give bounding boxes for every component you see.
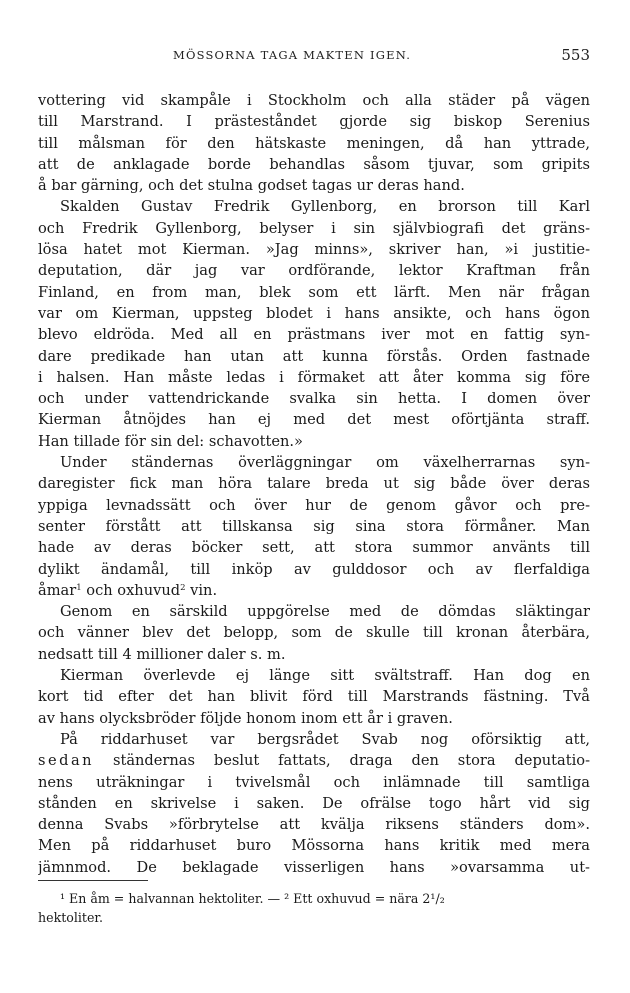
text-line: stånden en skrivelse i saken. De ofrälse togo hårt vid sig bbox=[38, 794, 590, 812]
text-line: jämnmod. De beklagade visserligen hans »ovarsamma ut- bbox=[38, 858, 590, 876]
text-line: Genom en särskild uppgörelse med de dömdas släktingar bbox=[60, 603, 590, 621]
text-line: till målsman för den hätskaste meningen, då han yttrade, bbox=[38, 134, 590, 152]
text-line: nens uträkningar i tvivelsmål och inlämnade till samtliga bbox=[38, 773, 590, 791]
footnotes bbox=[38, 889, 590, 927]
text-line: i halsen. Han måste ledas i förmaket att åter komma sig före bbox=[38, 368, 590, 386]
text-fragment: och oxhuvud bbox=[81, 581, 181, 599]
text-line bbox=[38, 580, 590, 601]
text-line: Under ständernas överläggningar om växelherrarnas syn- bbox=[60, 454, 590, 472]
text-fragment: ständernas beslut fattats, draga den stora deputatio- bbox=[94, 752, 590, 770]
text-line: Kierman åtnöjdes han ej med det mest oförtjänta straff. bbox=[38, 411, 590, 429]
text-line: och Fredrik Gyllenborg, belyser i sin självbiografi det gräns- bbox=[38, 219, 590, 237]
text-line: blevo eldröda. Med all en prästmans iver mot en fattig syn- bbox=[38, 326, 590, 344]
text-line: dylikt ändamål, till inköp av gulddosor och av flerfaldiga bbox=[38, 560, 590, 578]
text-line: dare predikade han utan att kunna förstås. Orden fastnade bbox=[38, 347, 590, 365]
text-line bbox=[38, 750, 590, 771]
text-line: Skalden Gustav Fredrik Gyllenborg, en brorson till Karl bbox=[60, 198, 590, 216]
footnote-ref: 1 bbox=[76, 582, 82, 593]
text-line: nedsatt till 4 millioner daler s. m. bbox=[38, 645, 286, 663]
text-line: På riddarhuset var bergsrådet Svab nog oförsiktig att, bbox=[60, 730, 590, 748]
text-line: kort tid efter det han blivit förd till Marstrands fästning. Två bbox=[38, 688, 590, 706]
body-text bbox=[38, 90, 590, 878]
text-line: Finland, en from man, blek som ett lärft. Men när frågan bbox=[38, 283, 590, 301]
footnote-line: hektoliter. bbox=[38, 910, 104, 925]
text-line: senter förstått att tillskansa sig sina stora förmåner. Man bbox=[38, 517, 590, 535]
book-page bbox=[38, 0, 590, 993]
text-line: å bar gärning, och det stulna godset tagas ur deras hand. bbox=[38, 177, 465, 195]
text-line: denna Svabs »förbrytelse att kvälja riksens ständers dom». bbox=[38, 816, 590, 834]
text-line: Kierman överlevde ej länge sitt svältstraff. Han dog en bbox=[60, 667, 590, 685]
text-fragment: vin. bbox=[185, 581, 218, 599]
spaced-word: sedan bbox=[38, 752, 95, 770]
text-line: yppiga levnadssätt och över hur de genom gåvor och pre- bbox=[38, 496, 590, 514]
footnote-line: ¹ En åm = halvannan hektoliter. — ² Ett oxhuvud = nära 2¹/₂ bbox=[60, 891, 445, 906]
text-line: lösa hatet mot Kierman. »Jag minns», skriver han, »i justitie- bbox=[38, 241, 590, 259]
text-line: Men på riddarhuset buro Mössorna hans kritik med mera bbox=[38, 837, 590, 855]
text-line: deputation, där jag var ordförande, lektor Kraftman från bbox=[38, 262, 590, 280]
footnote-rule bbox=[38, 880, 148, 881]
text-fragment: åmar bbox=[38, 581, 77, 599]
text-line: att de anklagade borde behandlas såsom tjuvar, som gripits bbox=[38, 155, 590, 173]
text-line: och vänner blev det belopp, som de skulle till kronan återbära, bbox=[38, 624, 590, 642]
text-line: och under vattendrickande svalka sin hetta. I domen över bbox=[38, 390, 590, 408]
text-line: daregister fick man höra talare breda ut sig både över deras bbox=[38, 475, 590, 493]
text-line: till Marstrand. I prästeståndet gjorde sig biskop Serenius bbox=[38, 113, 590, 131]
running-head: MÖSSORNA TAGA MAKTEN IGEN. bbox=[173, 48, 412, 62]
page-header bbox=[38, 46, 590, 68]
page-number: 553 bbox=[561, 46, 590, 64]
text-line: var om Kierman, uppsteg blodet i hans ansikte, och hans ögon bbox=[38, 304, 590, 322]
footnote-ref: 2 bbox=[180, 582, 186, 593]
text-line: vottering vid skampåle i Stockholm och alla städer på vägen bbox=[38, 92, 590, 109]
text-line: Han tillade för sin del: schavotten.» bbox=[38, 432, 303, 450]
text-line: av hans olycksbröder följde honom inom ett år i graven. bbox=[38, 709, 453, 727]
text-line: hade av deras böcker sett, att stora summor använts till bbox=[38, 539, 590, 557]
